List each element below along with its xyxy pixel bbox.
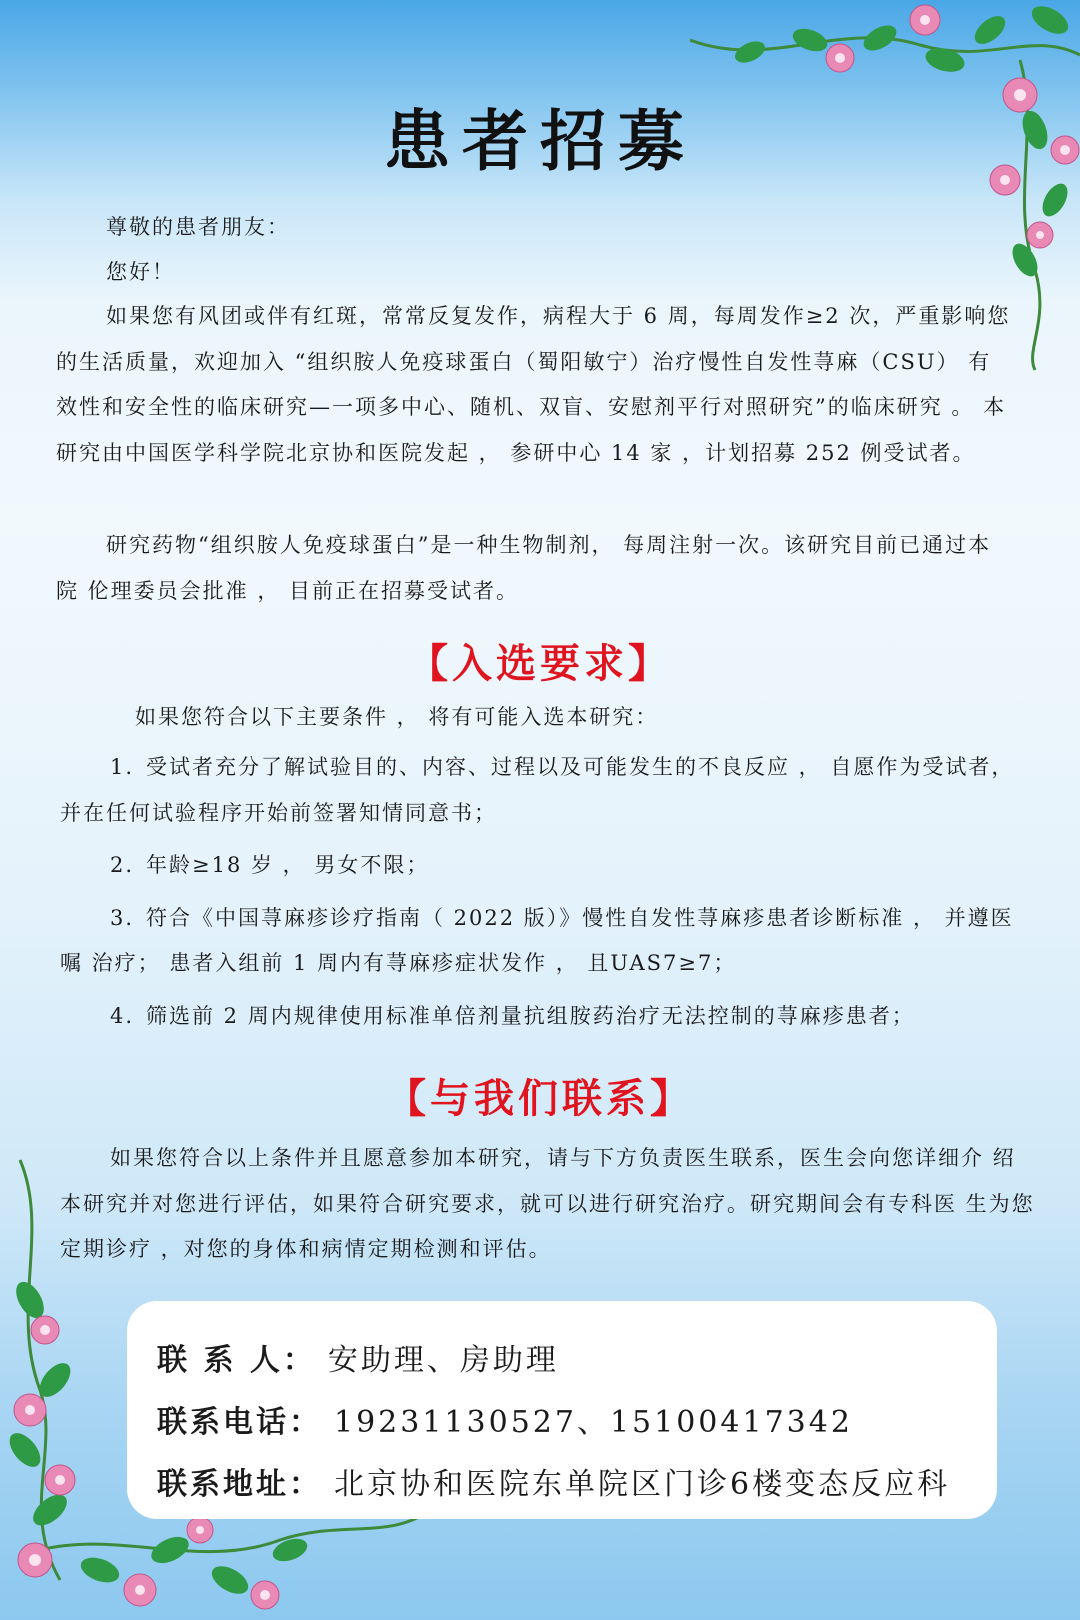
criterion-text: 符合《中国荨麻疹诊疗指南（ 2022 版）》慢性自发性荨麻疹患者诊断标准 ， 并遵医嘱 治疗； 患者入组前 1 周内有荨麻疹症状发作 ， 且UAS7≥7； xyxy=(60,905,1014,975)
contact-phone-value[interactable]: 19231130527、15100417342 xyxy=(334,1405,853,1440)
criterion-number: 3. xyxy=(110,905,135,930)
criterion-number: 1. xyxy=(110,755,135,779)
requirements-intro: 如果您符合以下主要条件 ， 将有可能入选本研究： xyxy=(135,705,659,729)
greeting: 尊敬的患者朋友： xyxy=(106,215,290,239)
intro-paragraph-1: 如果您有风团或伴有红斑，常常反复发作，病程大于 6 周，每周发作≥2 次，严重影响您的生活质量，欢迎加入 “组织胺人免疫球蛋白（蜀阳敏宁）治疗慢性自发性荨麻（CSU） 有效性和安全性的临床研究—一项多中心、随机、双盲、安慰剂平行对照研究”的临床研究 。 本研究由中国医学科学院北京协和医院发起 ， 参研中心 14 家 ，计划招募 252 例受试者。 xyxy=(56,304,1011,465)
contact-phone-label: 联系电话： xyxy=(157,1405,322,1440)
criterion-item xyxy=(60,896,1030,987)
criterion-text: 受试者充分了解试验目的、内容、过程以及可能发生的不良反应 ， 自愿作为受试者，并在任何试验程序开始前签署知情同意书； xyxy=(60,755,1015,825)
criterion-item xyxy=(60,745,1030,836)
criterion-text: 年龄≥18 岁 ， 男女不限； xyxy=(146,853,430,877)
criterion-text: 筛选前 2 周内规律使用标准单倍剂量抗组胺药治疗无法控制的荨麻疹患者； xyxy=(146,1003,915,1028)
requirements-heading: 【入选要求】 xyxy=(408,640,672,687)
criterion-item xyxy=(60,843,1030,889)
contact-person-value: 安助理、房助理 xyxy=(327,1343,559,1378)
hello: 您好！ xyxy=(106,260,175,284)
contact-card xyxy=(127,1301,997,1519)
intro-paragraph-2: 研究药物“组织胺人免疫球蛋白”是一种生物制剂， 每周注射一次。该研究目前已通过本院 伦理委员会批准 ， 目前正在招募受试者。 xyxy=(56,533,992,603)
criteria-list xyxy=(60,745,1030,1046)
contact-address-value: 北京协和医院东单院区门诊6楼变态反应科 xyxy=(334,1467,951,1502)
criterion-number: 4. xyxy=(110,1003,135,1028)
contact-intro: 如果您符合以上条件并且愿意参加本研究，请与下方负责医生联系，医生会向您详细介 绍本研究并对您进行评估，如果符合研究要求，就可以进行研究治疗。研究期间会有专科医 生为您定期诊疗 ，对您的身体和病情定期检测和评估。 xyxy=(60,1146,1035,1261)
contact-phone-row xyxy=(157,1397,853,1441)
contact-person-row xyxy=(157,1335,559,1379)
page-title: 患者招募 xyxy=(384,102,696,180)
contact-address-row xyxy=(157,1459,950,1503)
contact-person-label: 联 系 人： xyxy=(157,1343,316,1378)
contact-address-label: 联系地址： xyxy=(157,1467,322,1502)
criterion-number: 2. xyxy=(110,853,135,877)
criterion-item xyxy=(60,994,1030,1040)
contact-heading: 【与我们联系】 xyxy=(386,1075,694,1122)
